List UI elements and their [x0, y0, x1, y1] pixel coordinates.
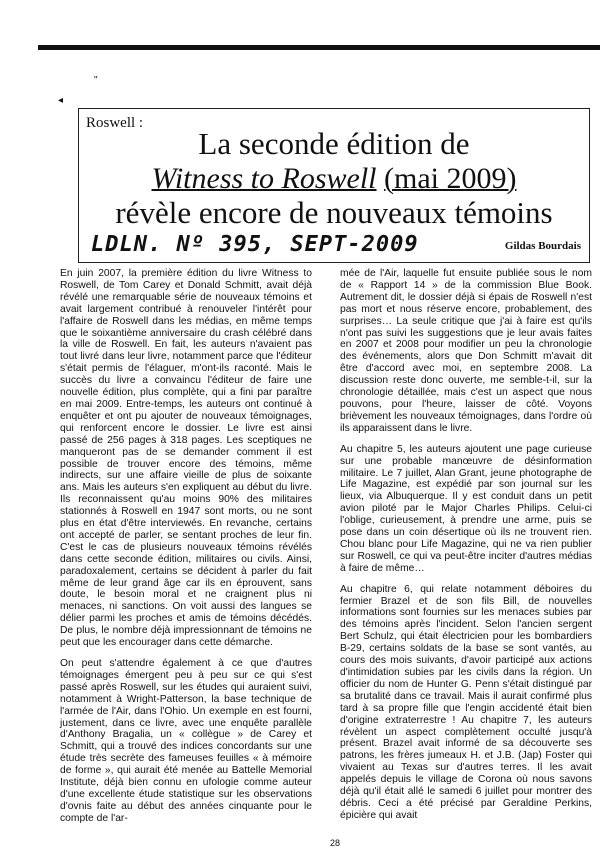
page-number: 28 — [330, 838, 341, 848]
left-column — [60, 268, 312, 834]
paragraph: Au chapitre 6, qui relate notamment déboires du fermier Brazel et de son fils Bill, de nouvelles informations sont fournies sur les menaces subies par des témoins après l'incident. Selon l'ancien sergent Bert Schulz, qui était électricien pour les bombardiers B-29, certains soldats de la base se sont vantés, au cours des mois suivants, d'avoir participé aux actions d'intimidation subies par les civils dans la région. Un officier du nom de Hunter G. Penn s'était distingué par sa brutalité dans ce travail. Mais il aurait confirmé plus tard à sa propre fille que l'engin accidenté était bien d'origine extraterrestre ! Au chapitre 7, les auteurs révèlent un aspect complètement occulté jusqu'à présent. Brazel avait informé de sa découverte ses patrons, les frères jumeaux H. et J.B. (Jap) Foster qui vivaient au Texas sur d'autres terres. Il les avait appelés depuis le village de Corona où nous savons déjà qu'il était allé le samedi 6 juillet pour montrer des débris. Ceci a été précisé par Geraldine Perkins, épicière qui avait — [340, 583, 592, 821]
author-name: Gildas Bourdais — [504, 240, 581, 252]
title-box — [78, 108, 590, 263]
title-date: (mai 2009) — [384, 162, 517, 195]
paragraph: On peut s'attendre également à ce que d'autres témoignages émergent peu à peu sur ce qui s'est passé après Roswell, sur les études qui auraient suivi, notamment à Wright-Patterson, la base technique de l'armée de l'Air, dans l'Ohio. Un exemple en est fourni, justement, dans ce livre, avec une enquête parallèle d'Anthony Bragalia, un « collègue » de Carey et Schmitt, qui a trouvé des indices concordants sur une étude très secrète des fameuses feuilles « à mémoire de forme », qui aurait été menée au Battelle Memorial Institute, déjà bien connu en ufologie comme auteur d'une excellente étude statistique sur les observations d'ovnis faite au début des années cinquante pour le compte de l'ar- — [60, 658, 312, 824]
paragraph: Au chapitre 5, les auteurs ajoutent une page curieuse sur une probable manœuvre de désinformation militaire. Le 7 juillet, Alan Grant, jeune photographe de Life Magazine, est expédié par son journal sur les lieux, via Albuquerque. Il y est conduit dans un petit avion piloté par le Major Charles Philips. Celui-ci l'oblige, curieusement, à prendre une arme, puis se pose dans un coin désertique où ils ne trouvent rien. Chou blanc pour Life Magazine, qui ne va rien publier sur Roswell, ce qui va peut-être inciter d'autres médias à faire de même… — [340, 443, 592, 574]
paragraph: En juin 2007, la première édition du livre Witness to Roswell, de Tom Carey et Donald Schmitt, avait déjà révélé une remarquable série de nouveaux témoins et avait largement contribué à renouveler l'intérêt pour l'affaire de Roswell dans les médias, en même temps que le soixantième anniversaire du crash célébré dans la ville de Roswell. En fait, les auteurs n'avaient pas tout livré dans leur livre, notamment parce que l'éditeur s'était permis de l'élaguer, m'ont-ils raconté. Mais le succès du livre a convaincu l'éditeur de faire une nouvelle édition, plus complète, qui a fini par paraître en mai 2009. Entre-temps, les auteurs ont continué à enquêter et ont pu ajouter de nouveaux témoignages, qui renforcent encore le dossier. Le livre est ainsi passé de 256 pages à 318 pages. Les sceptiques ne manqueront pas de se demander comment il est possible de trouver encore des témoins, même indirects, sur une affaire vieille de plus de soixante ans. Mais les auteurs s'en expliquent au début du livre. Ils reconnaissent qu'au moins 90% des militaires stationnés à Roswell en 1947 sont morts, ou ne sont plus en état d'être interviewés. En revanche, certains ont accepté de parler, se sentant proches de leur fin. C'est le cas de plusieurs nouveaux témoins révélés dans cette seconde édition, militaires ou civils. Ainsi, paradoxalement, certains se décident à parler du fait même de leur grand âge car ils en éprouvent, sans doute, le besoin moral et ne craignent plus ni menaces, ni sanctions. On voit aussi des langues se délier parmi les proches et amis de témoins décédés. De plus, le nombre déjà impressionnant de témoins ne peut que les encourager dans cette démarche. — [60, 268, 312, 649]
right-column — [340, 268, 592, 831]
title-line-2 — [79, 161, 589, 196]
section-label: Roswell : — [86, 115, 144, 131]
bullet-mark: ◂ — [58, 95, 64, 106]
book-title: Witness to Roswell — [151, 162, 377, 195]
title-line-1: La seconde édition de — [198, 126, 470, 161]
top-rule — [38, 45, 600, 50]
title-line-3: révèle encore de nouveaux témoins — [115, 195, 553, 230]
handwritten-annotation: LDLN. Nº 395, SEPT-2009 — [91, 232, 419, 257]
small-mark: " — [94, 75, 98, 86]
paragraph: mée de l'Air, laquelle fut ensuite publiée sous le nom de « Rapport 14 » de la commission Blue Book. Autrement dit, le dossier déjà si épais de Roswell n'est pas mort et nous réserve encore, probablement, des surprises… La seule critique que j'ai à faire est qu'ils n'ont pas suivi les suggestions que je leur avais faites en 2007 et 2008 pour modifier un peu la chronologie des événements, alors que Don Schmitt m'avait dit être d'accord avec moi, en septembre 2008. La discussion reste donc ouverte, me semble-t-il, sur la chronologie détaillée, mais c'est un aspect que nous pouvons, pour l'heure, laisser de côté. Voyons brièvement les nouveaux témoignages, dans l'ordre où ils apparaissent dans le livre. — [340, 268, 592, 434]
